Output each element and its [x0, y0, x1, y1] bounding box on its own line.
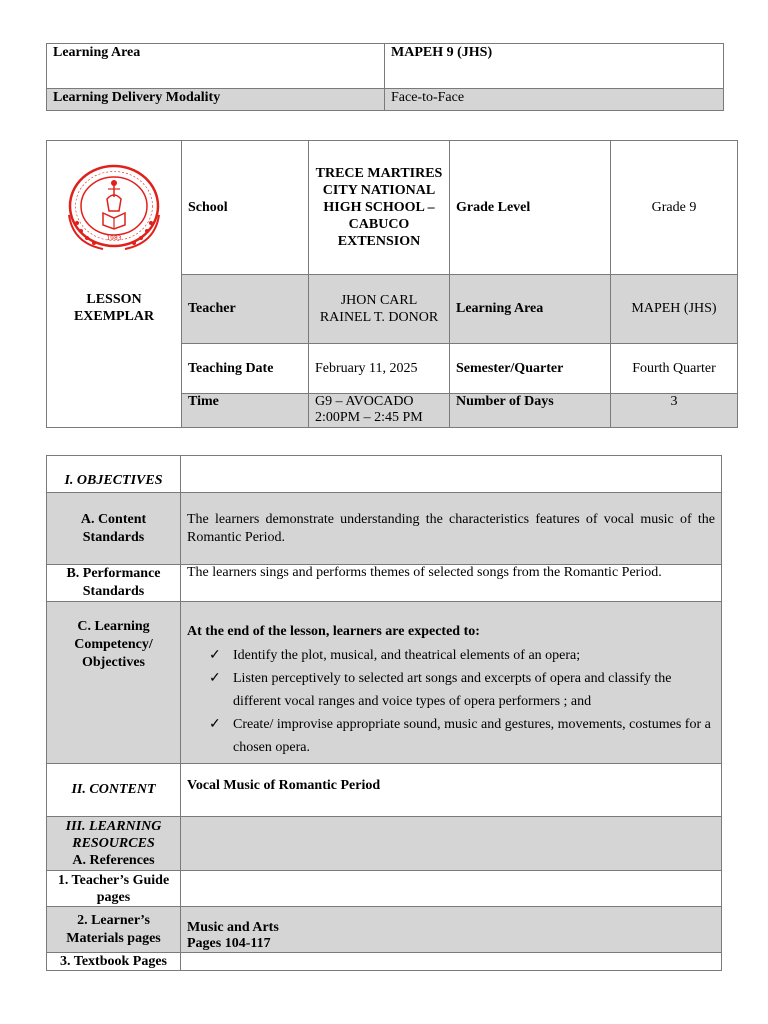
school-seal-logo [63, 163, 165, 253]
teaching-date-value: February 11, 2025 [309, 344, 450, 394]
competency-label: C. Learning Competency/ Objectives [47, 602, 181, 764]
teaching-date-label: Teaching Date [182, 344, 309, 394]
check-icon: ✓ [209, 717, 221, 732]
references-label: A. References [72, 853, 155, 868]
content-standards-label: A. Content Standards [47, 493, 181, 565]
performance-standards-label: B. Performance Standards [47, 565, 181, 602]
time-label: Time [182, 394, 309, 428]
lesson-exemplar-label: LESSON EXEMPLAR [73, 292, 155, 324]
learners-materials-book: Music and Arts [187, 920, 279, 935]
teacher-value: JHON CARL RAINEL T. DONOR [309, 275, 450, 344]
competency-item: ✓ Listen perceptively to selected art songs and excerpts of opera and classify the different vocal ranges and voice types of opera performers ; and [209, 667, 715, 713]
competency-cell [181, 602, 722, 764]
number-of-days-label: Number of Days [450, 394, 611, 428]
time-value [309, 394, 450, 428]
modality-value: Face-to-Face [385, 89, 724, 111]
learning-area-value-2: MAPEH (JHS) [611, 275, 738, 344]
objectives-label: I. OBJECTIVES [47, 456, 181, 493]
seal-cell [47, 141, 182, 428]
school-label: School [182, 141, 309, 275]
competency-intro: At the end of the lesson, learners are expected to: [187, 624, 480, 639]
modality-label: Learning Delivery Modality [47, 89, 385, 111]
content-value: Vocal Music of Romantic Period [181, 764, 722, 817]
competency-item: ✓ Identify the plot, musical, and theatrical elements of an opera; [209, 644, 715, 667]
learners-materials-label: 2. Learner’s Materials pages [47, 907, 181, 953]
performance-standards-text: The learners sings and performs themes of selected songs from the Romantic Period. [181, 565, 722, 602]
textbook-pages-value [181, 953, 722, 971]
lesson-info-table [46, 140, 738, 428]
learning-resources-label [47, 817, 181, 871]
time-range: 2:00PM – 2:45 PM [315, 410, 423, 425]
resources-empty [181, 817, 722, 871]
content-label: II. CONTENT [47, 764, 181, 817]
learning-area-label-2: Learning Area [450, 275, 611, 344]
semester-quarter-label: Semester/Quarter [450, 344, 611, 394]
grade-level-label: Grade Level [450, 141, 611, 275]
teacher-label: Teacher [182, 275, 309, 344]
learning-area-table [46, 43, 724, 111]
lesson-plan-table [46, 455, 722, 971]
check-icon: ✓ [209, 671, 221, 686]
teachers-guide-label: 1. Teacher’s Guide pages [47, 871, 181, 907]
learning-area-value: MAPEH 9 (JHS) [385, 44, 724, 89]
learners-materials-pages: Pages 104-117 [187, 936, 271, 951]
learning-area-label: Learning Area [47, 44, 385, 89]
content-standards-text: The learners demonstrate understanding the characteristics features of vocal music of the Romantic Period. [181, 493, 722, 565]
semester-quarter-value: Fourth Quarter [611, 344, 738, 394]
objectives-empty [181, 456, 722, 493]
teachers-guide-value [181, 871, 722, 907]
seal-year: 1983 [106, 235, 122, 242]
competency-list [187, 644, 715, 759]
grade-level-value: Grade 9 [611, 141, 738, 275]
number-of-days-value: 3 [611, 394, 738, 428]
school-value: TRECE MARTIRES CITY NATIONAL HIGH SCHOOL – CABUCO EXTENSION [309, 141, 450, 275]
competency-item: ✓ Create/ improvise appropriate sound, music and gestures, movements, costumes for a chosen opera. [209, 713, 715, 759]
check-icon: ✓ [209, 648, 221, 663]
learners-materials-value [181, 907, 722, 953]
resources-heading: III. LEARNING RESOURCES [65, 819, 162, 851]
textbook-pages-label: 3. Textbook Pages [47, 953, 181, 971]
time-section: G9 – AVOCADO [315, 394, 414, 409]
